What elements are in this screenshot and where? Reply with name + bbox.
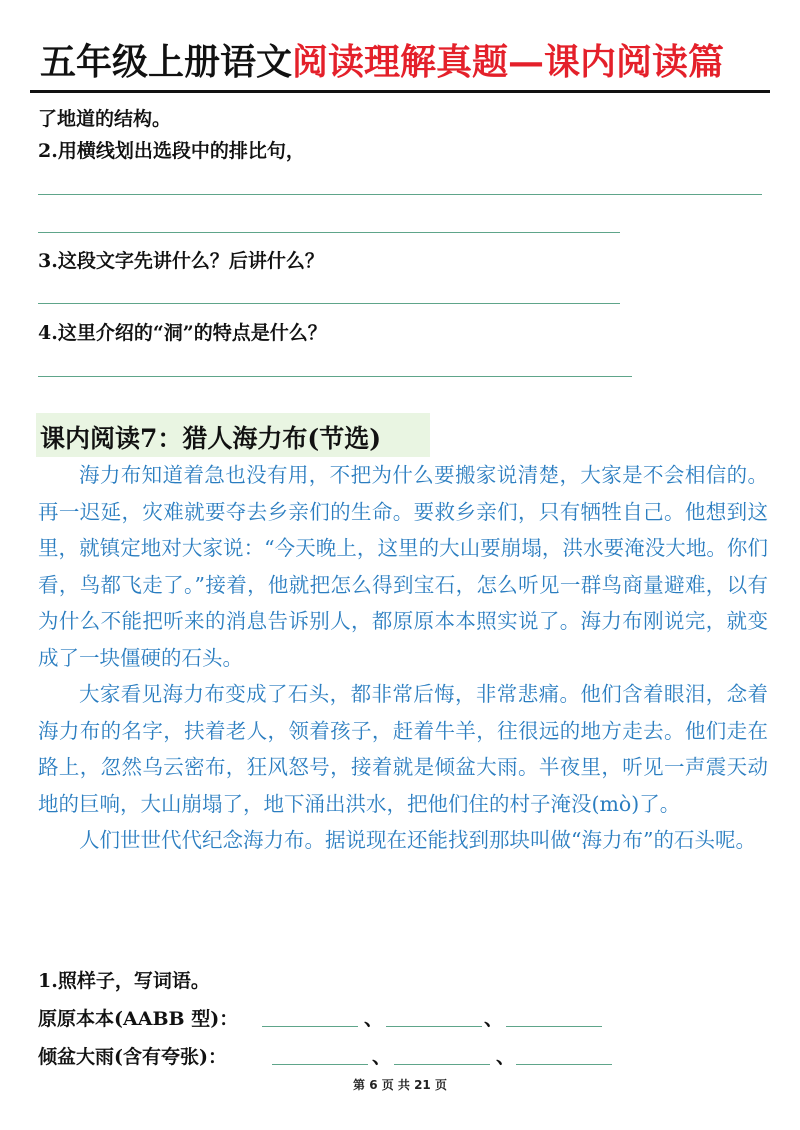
answer-line-q3[interactable] (38, 303, 620, 304)
exercise-row-1-label: 原原本本(AABB 型)： (38, 1008, 239, 1030)
exercise-row-2-label: 倾盆大雨(含有夸张)： (38, 1046, 227, 1068)
exercise-row-2-sep-2: 、 (496, 1046, 516, 1068)
exercise-row-1-blank-1[interactable] (262, 1026, 358, 1027)
passage-paragraph-1: 海力布知道着急也没有用，不把为什么要搬家说清楚，大家是不会相信的。再一迟延，灾难就要夺去乡亲们的生命。要救乡亲们，只有牺牲自己。他想到这里，就镇定地对大家说：“今天晚上，这里的大山要崩塌，洪水要淹没大地。你们看，鸟都飞走了。”接着，他就把怎么得到宝石，怎么听见一群鸟商量避难，以有为什么不能把听来的消息告诉别人，都原原本本照实说了。海力布刚说完，就变成了一块僵硬的石头。 (38, 463, 768, 670)
question-4: 4.这里介绍的“洞”的特点是什么？ (38, 322, 327, 344)
exercise-row-1-blank-3[interactable] (506, 1026, 602, 1027)
title-grade: 五年级上册语文 (40, 41, 293, 83)
answer-line-q2a[interactable] (38, 194, 762, 195)
section-heading: 课内阅读7：猎人海力布(节选) (40, 424, 382, 453)
passage-paragraph-3: 人们世世代代纪念海力布。据说现在还能找到那块叫做“海力布”的石头呢。 (79, 828, 756, 852)
exercise-row-2-blank-3[interactable] (516, 1064, 612, 1065)
exercise-row-1-sep-2: 、 (484, 1008, 504, 1030)
question-3: 3.这段文字先讲什么？后讲什么？ (38, 250, 324, 272)
exercise-title: 1.照样子，写词语。 (38, 970, 210, 992)
reading-passage (38, 457, 768, 859)
title-topic: 阅读理解真题—课内阅读篇 (292, 41, 725, 83)
exercise-row-2-blank-2[interactable] (394, 1064, 490, 1065)
page-header (30, 38, 770, 94)
exercise-row-1-sep-1: 、 (364, 1008, 384, 1030)
page-title (40, 38, 724, 86)
answer-line-q4[interactable] (38, 376, 632, 377)
exercise-row-1-blank-2[interactable] (386, 1026, 482, 1027)
page-number: 第 6 页 共 21 页 (353, 1078, 447, 1092)
exercise-row-2-blank-1[interactable] (272, 1064, 368, 1065)
answer-line-q2b[interactable] (38, 232, 620, 233)
section-heading-box (36, 413, 430, 457)
passage-paragraph-2: 大家看见海力布变成了石头，都非常后悔，非常悲痛。他们含着眼泪，念着海力布的名字，扶着老人，领着孩子，赶着牛羊，往很远的地方走去。他们走在路上，忽然乌云密布，狂风怒号，接着就是倾盆大雨。半夜里，听见一声震天动地的巨响，大山崩塌了，地下涌出洪水，把他们住的村子淹没(mò)了。 (38, 682, 768, 816)
question-2: 2.用横线划出选段中的排比句， (38, 140, 305, 162)
continuation-text: 了地道的结构。 (38, 108, 172, 130)
exercise-row-2-sep-1: 、 (372, 1046, 392, 1068)
header-underline (30, 90, 770, 93)
